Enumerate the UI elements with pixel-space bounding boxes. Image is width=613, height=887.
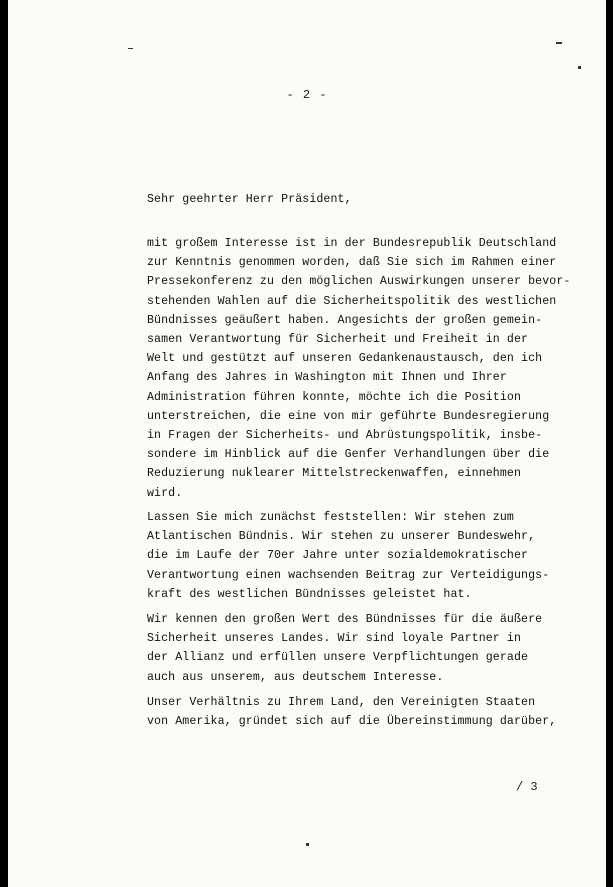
text-line: samen Verantwortung für Sicherheit und Freiheit in der — [147, 333, 529, 347]
text-line: Unser Verhältnis zu Ihrem Land, den Vereinigten Staaten — [147, 696, 536, 709]
text-line: Anfang des Jahres in Washington mit Ihnen und Ihrer — [147, 371, 507, 385]
scan-speck — [556, 42, 562, 44]
scan-speck — [306, 843, 309, 846]
text-line: auch aus unserem, aus deutschem Interesse. — [147, 670, 444, 684]
text-line: kraft des westlichen Bündnisses geleistet hat. — [147, 587, 472, 601]
salutation: Sehr geehrter Herr Präsident, — [147, 193, 352, 206]
text-line: Verantwortung einen wachsenden Beitrag zur Verteidigungs- — [147, 568, 550, 582]
text-line: in Fragen der Sicherheits- und Abrüstungspolitik, insbe- — [147, 429, 543, 443]
text-line: die im Laufe der 70er Jahre unter sozialdemokratischer — [147, 549, 529, 563]
text-line: Bündnisses geäußert haben. Angesichts der großen gemein- — [147, 313, 543, 327]
document-page — [8, 0, 606, 887]
continuation-marker: / 3 — [516, 780, 538, 794]
scan-speck — [578, 66, 581, 69]
text-line: Lassen Sie mich zunächst feststellen: Wir stehen zum — [147, 511, 514, 524]
text-line: Reduzierung nuklearer Mittelstreckenwaffen, einnehmen — [147, 467, 522, 481]
page-number: - 2 - — [286, 88, 328, 102]
text-line: sondere im Hinblick auf die Genfer Verhandlungen über die — [147, 448, 550, 462]
text-line: unterstreichen, die eine von mir geführte Bundesregierung — [147, 409, 550, 423]
text-line: zur Kenntnis genommen worden, daß Sie sich im Rahmen einer — [147, 256, 557, 270]
text-line: wird. — [147, 486, 183, 500]
paragraph-3 — [147, 610, 567, 687]
text-line: der Allianz und erfüllen unsere Verpflichtungen gerade — [147, 651, 529, 665]
paragraph-4 — [147, 693, 567, 731]
scan-speck — [128, 48, 133, 49]
text-line: Atlantischen Bündnis. Wir stehen zu unserer Bundeswehr, — [147, 530, 536, 544]
text-line: Wir kennen den großen Wert des Bündnisses für die äußere — [147, 613, 543, 626]
paragraph-1 — [147, 234, 571, 503]
text-line: stehenden Wahlen auf die Sicherheitspolitik des westlichen — [147, 294, 557, 308]
text-line: Sicherheit unseres Landes. Wir sind loyale Partner in — [147, 632, 522, 646]
text-line: mit großem Interesse ist in der Bundesrepublik Deutschland — [147, 237, 557, 250]
text-line: Administration führen konnte, möchte ich die Position — [147, 390, 522, 404]
text-line: Pressekonferenz zu den möglichen Auswirkungen unserer bevor- — [147, 275, 571, 289]
paragraph-2 — [147, 508, 567, 604]
text-line: von Amerika, gründet sich auf die Übereinstimmung darüber, — [147, 715, 557, 729]
text-line: Welt und gestützt auf unseren Gedankenaustausch, den ich — [147, 352, 543, 366]
